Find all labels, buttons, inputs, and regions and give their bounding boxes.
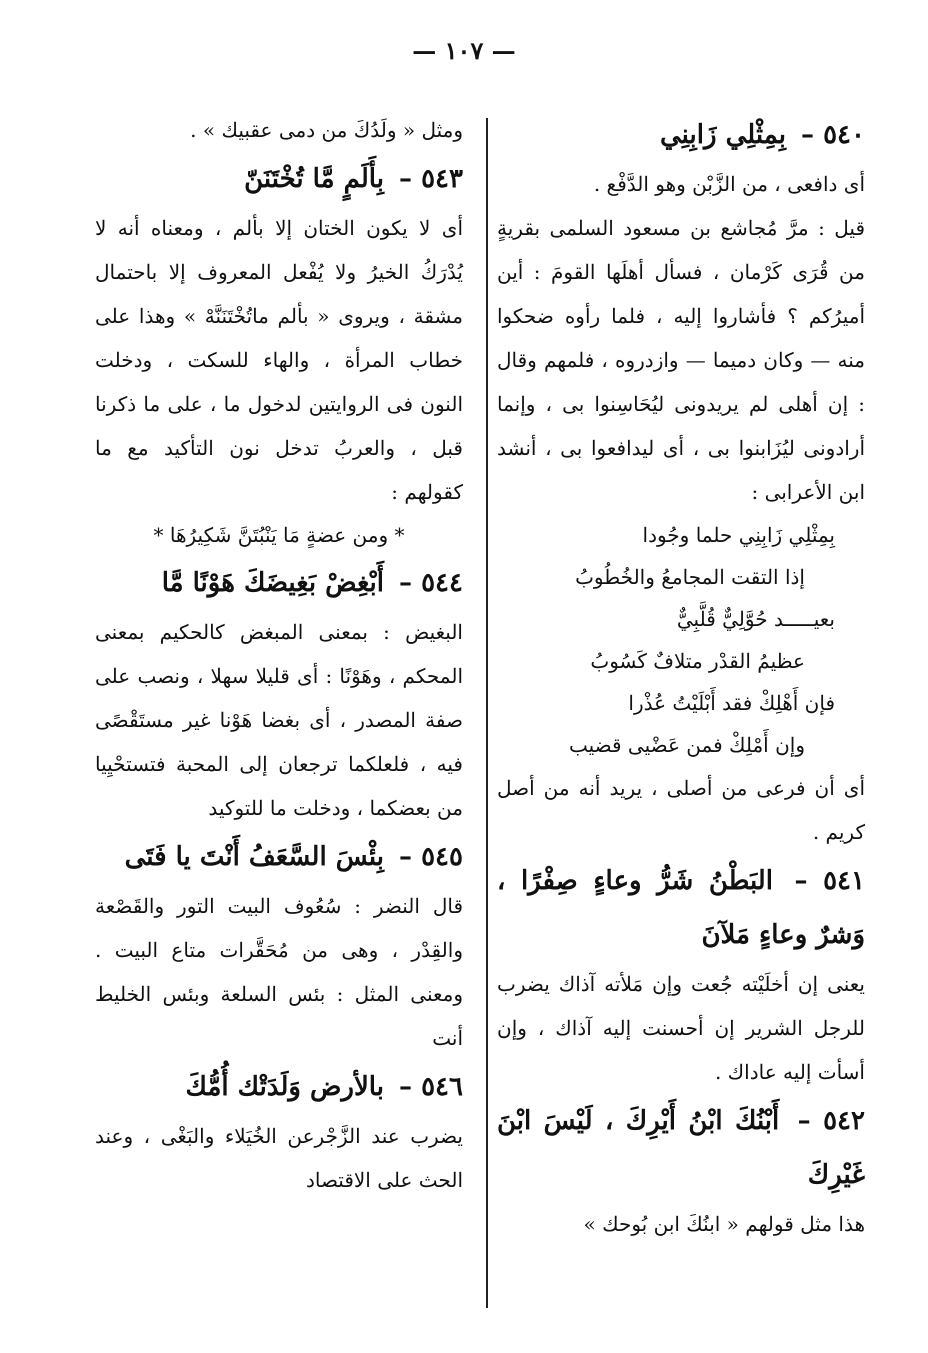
verse-line: إذا التقت المجامعُ والخُطُوبُ [575,565,805,589]
entry-number: ٥٤٠ – [801,120,865,150]
entry-title: بالأرض وَلَدَتْك أُمُّكَ [185,1072,384,1102]
entry-text: قال النضر : سُعُوف البيت التور والقَصْعة والقِدْر ، وهى من مُحَقَّرات متاع البيت . ومعنى المثل : بئس السلعة وبئس الخليط أنت [95,894,463,1050]
verse-line: * ومن عضةٍ مَا يَنْبُتَنَّ شَكِيرُهَا * [153,523,405,547]
entry-text: أى لا يكون الختان إلا بألم ، ومعناه أنه لا يُدْرَكُ الخيرُ ولا يُفْعل المعروف إلا باحتمال مشقة ، ويروى « بألم ماتُخْتَنَنَّهْ » وهذا على خطاب المرأة ، والهاء للسكت ، ودخلت النون فى الروايتين لدخول ما ، على ما ذكرنا قبل ، والعربُ تدخل نون التأكيد مع ما كقولهم : [95,216,463,504]
entry-title: بِأَلَمٍ مَّا تُخْتَنَنّ [244,164,384,194]
entry-number: ٥٤٥ – [399,842,463,872]
entry-number: ٥٤١ – [794,866,865,896]
entry-heading [95,830,463,884]
intro-text: ومثل « ولَدُكَ من دمى عقبيك » . [190,118,463,142]
entry-543 [95,152,463,556]
page-number: — ١٠٧ — [412,36,516,65]
entry-text: البغيض : بمعنى المبغض كالحكيم بمعنى المحكم ، وهَوْنًا : أى قليلا سهلا ، ونصب على صفة المصدر ، أى بغضا هَوْنا غير مستَقْصًى فيه ، فلعلكما ترجعان إلى المحبة فتستحْيِيا من بعضكما ، ودخلت ما للتوكيد [95,620,463,820]
entry-title: بِمِثْلِي زَابِنِي [659,120,786,150]
entry-title: البَطْنُ شَرُّ وعاءٍ صِفْرًا ، وَشرٌ وعاءٍ مَلآنَ [497,866,865,950]
entry-heading [497,108,865,162]
entry-542 [497,1094,865,1246]
entry-number: ٥٤٦ – [399,1072,463,1102]
verse-line: عظيمُ القدْر متلافٌ كَسُوبُ [590,649,805,673]
entry-541 [497,854,865,1094]
entry-heading [95,152,463,206]
left-column [95,108,463,1202]
entry-heading [95,1060,463,1114]
entry-text: أى أن فرعى من أصلى ، يريد أنه من أصل كريم . [497,776,865,844]
verse-line: بعيـــــد حُوَّلِيٌّ قُلَّبِيٌّ [676,607,835,631]
verse-line: بِمِثْلِي زَابِنِي حلما وجُودا [642,523,835,547]
right-column [497,108,865,1246]
entry-544 [95,556,463,830]
entry-text: يعنى إن أخلَيْته جُعت وإن مَلأته آذاك يضرب للرجل الشرير إن أحسنت إليه آذاك ، وإن أسأت إليه عاداك . [497,972,866,1084]
entry-number: ٥٤٣ – [399,164,463,194]
entry-546 [95,1060,463,1202]
verse-line: فإن أَهْلِكْ فقد أَبْلَيْتُ عُذْرا [628,691,835,715]
entry-number: ٥٤٢ – [797,1106,865,1136]
column-divider [486,118,488,1308]
entry-title: أَبْنُكَ ابْنُ أَيْرِكَ ، لَيْسَ ابْنَ غَيْرِكَ [497,1106,865,1190]
entry-heading [95,556,463,610]
entry-number: ٥٤٤ – [399,568,463,598]
entry-heading [497,1094,865,1202]
entry-text: هذا مثل قولهم « ابنُكَ ابن بُوحك » [583,1212,865,1236]
verse-line: وإن أَمْلِكْ فمن عَضْيى قضيب [569,733,805,757]
entry-title: بِئْسَ السَّعَفُ أَنْتَ يا فَتَى [124,842,384,872]
entry-545 [95,830,463,1060]
entry-540 [497,108,865,854]
entry-heading [497,854,865,962]
entry-text: قيل : مرَّ مُجاشع بن مسعود السلمى بقريةٍ من قُرَى كَرْمان ، فسأل أهلَها القومَ : أين أميرُكم ؟ فأشاروا إليه ، فلما رأوه ضحكوا منه — وكان دميما — وازدروه ، فلمهم وقال : إن أهلى لم يريدونى ليُحَاسِنوا بى ، وإنما أرادونى ليُزَابنوا بى ، أى ليدافعوا بى ، أنشد ابن الأعرابى : [497,216,866,504]
entry-text: أى دافعى ، من الزَّبْن وهو الدَّفْع . [593,172,865,196]
entry-text: يضرب عند الزَّجْرعن الخُيَلاء والبَغْى ، وعند الحث على الاقتصاد [95,1124,463,1192]
entry-title: أَبْغِضْ بَغِيضَكَ هَوْنًا مَّا [161,568,384,598]
